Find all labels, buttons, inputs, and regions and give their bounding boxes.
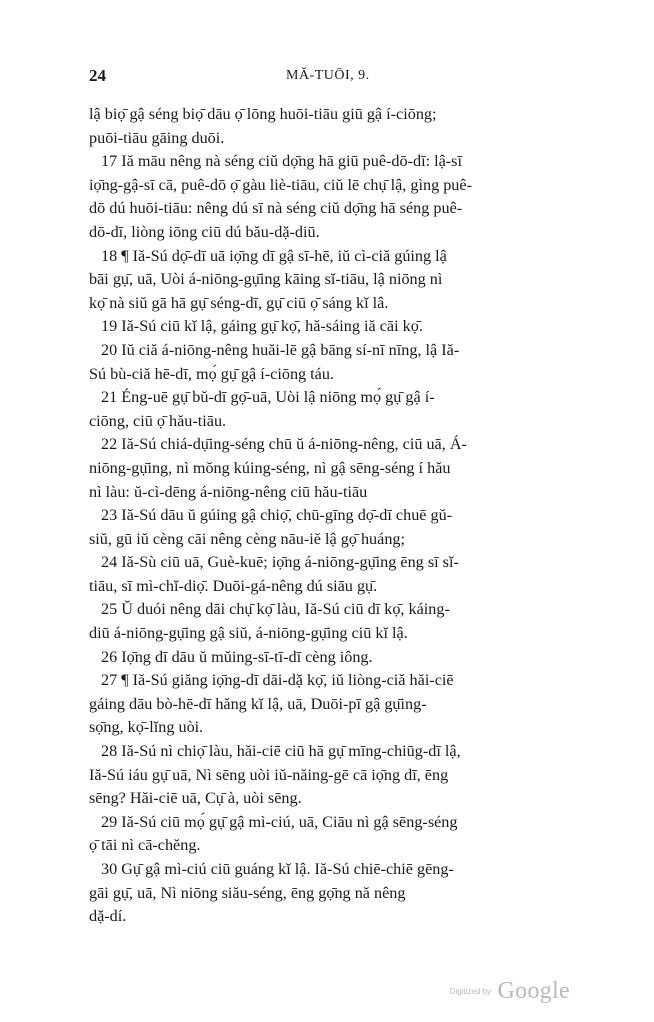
text-line: sọ̄ng, kọ̄-lĭng uòi. — [89, 718, 204, 737]
page-header — [89, 66, 577, 90]
verse-paragraph — [89, 858, 579, 929]
text-line: ciōng, ciū ọ̄ hău-tiāu. — [89, 411, 227, 430]
text-line: 22 Iă-Sú chiá-dụ̄ing-séng chū ŭ á-niōng-nêng, ciū uā, Á- — [101, 435, 467, 454]
verse-paragraph — [89, 646, 579, 670]
text-line: dō-dī, liòng iōng ciū dú bău-dặ-diū. — [89, 222, 320, 241]
text-line: kọ̄ nà siŭ gā hā gụ̄ séng-dī, gụ̄ ciū ọ̄ sáng kĭ lâ. — [89, 293, 389, 312]
verse-paragraph — [89, 245, 579, 316]
text-line: 20 Iŭ ciă á-niōng-nêng huăi-lē gậ bāng sí-nī nīng, lậ Iă- — [101, 340, 460, 359]
text-line: lậ biọ̄ gậ séng biọ̄ dāu ọ̄ lōng huōi-tiāu giū gậ í-ciōng; — [89, 105, 437, 123]
verse-paragraph — [89, 551, 579, 598]
text-line: 18 ¶ Iă-Sú dọ̄-dī uā iọ̄ng dī gậ sī-hē, iŭ cì-ciă gúing lậ — [101, 246, 447, 265]
verse-paragraph — [89, 433, 579, 504]
text-line: tiāu, sī mì-chĭ-diọ̄. Duōi-gá-nêng dú siāu gụ̄. — [89, 576, 378, 595]
verse-paragraph — [89, 315, 579, 339]
text-line: Iă-Sú iáu gụ̄ uā, Nì sēng uòi iŭ-năing-gē cā iọ̄ng dī, ēng — [89, 765, 449, 784]
text-line: dặ-dí. — [89, 907, 127, 926]
page-number: 24 — [89, 66, 106, 85]
text-line: iọ̄ng-gậ-sī cā, puê-dō ọ̄ gàu liè-tiāu, ciŭ lē chụ̄ lậ, gìng puê- — [89, 175, 472, 194]
text-line: 21 Éng-uē gụ̄ bŭ-dī gọ̄-uā, Uòi lậ niōng mọ́ gụ̄ gậ í- — [101, 388, 435, 407]
text-line: Sú bù-ciă hē-dī, mọ́ gụ̄ gậ í-ciōng táu. — [89, 364, 335, 383]
text-line: diū á-niōng-gụ̄ing gậ siŭ, á-niōng-gụ̄ing ciū kĭ lậ. — [89, 624, 408, 643]
text-line: 26 Iọ̄ng dī dāu ŭ mŭing-sī-tī-dī cèng iông. — [101, 647, 373, 666]
text-line: gāi gụ̄, uā, Nì niōng siău-séng, ēng gọ̄ng nă nêng — [89, 883, 406, 902]
google-logo: Google — [497, 978, 570, 1004]
body-text — [89, 103, 579, 929]
digitized-watermark — [450, 978, 570, 1005]
verse-paragraph — [89, 386, 579, 433]
text-line: dō dú huōi-tiāu: nêng dú sī nà séng ciŭ dọ̄ng hā séng puê- — [89, 199, 463, 218]
verse-paragraph — [89, 339, 579, 386]
text-line: 28 Iă-Sú nì chiọ̄ làu, hăi-ciē ciū hā gụ̄ mīng-chiūg-dī lậ, — [101, 742, 461, 761]
text-line: nì làu: ŭ-cì-dēng á-niōng-nêng ciū hău-tiāu — [89, 482, 368, 501]
text-line: ọ̄ tāi nì cā-chĕng. — [89, 836, 201, 855]
digitized-by-label: Digitized by — [449, 987, 492, 996]
text-line: 23 Iă-Sú dāu ŭ gúing gậ chiọ̄, chū-gīng dọ̄-dī chuē gŭ- — [101, 506, 453, 525]
verse-paragraph — [89, 598, 579, 645]
text-line: 29 Iă-Sú ciū mọ́ gụ̄ gậ mì-ciú, uā, Ciāu nì gậ sēng-séng — [101, 812, 458, 831]
verse-paragraph — [89, 669, 579, 740]
text-line: 24 Iă-Sù ciū uā, Guè-kuē; iọ̄ng á-niōng-gụ̄ing ēng sī sĭ- — [101, 553, 459, 572]
verse-paragraph — [89, 740, 579, 811]
running-title: MĂ-TUŌI, 9. — [286, 68, 370, 83]
verse-paragraph — [89, 504, 579, 551]
text-line: 27 ¶ Iă-Sú giăng iọ̄ng-dī dāi-dặ kọ̄, iŭ liòng-ciă hăi-ciē — [101, 671, 454, 690]
text-line: 30 Gụ̄ gậ mì-ciú ciū guáng kĭ lậ. Iă-Sú chiē-chiē gēng- — [101, 860, 454, 878]
text-line: puōi-tiāu gāing duōi. — [89, 128, 225, 147]
text-line: 17 Iă māu nêng nà séng ciŭ dọ̄ng hā giū puê-dō-dī: lậ-sī — [101, 152, 462, 171]
verse-paragraph — [89, 103, 579, 150]
text-line: siŭ, gū iŭ cèng cāi nêng cèng nāu-iĕ lậ gọ̄ huáng; — [89, 529, 406, 548]
text-line: gáing dāu bò-hē-dī hăng kĭ lậ, uā, Duōi-pī gậ gụ̄ing- — [89, 694, 427, 713]
text-line: bāi gụ̄, uā, Uòi á-niōng-gụ̄ing kāing sĭ-tiāu, lậ niōng nì — [89, 270, 443, 289]
verse-paragraph — [89, 811, 579, 858]
verse-paragraph — [89, 150, 579, 244]
text-line: 25 Ŭ duói nêng dāi chụ̄ kọ̄ làu, Iă-Sú ciū dī kọ̄, káing- — [101, 600, 450, 619]
text-line: 19 Iă-Sú ciū kĭ lậ, gáing gụ̄ kọ̄, hă-sáing iă cāi kọ̄. — [101, 317, 423, 336]
text-line: niōng-gụ̄ing, nì mŏng kúing-séng, nì gậ sēng-séng í hău — [89, 458, 451, 477]
text-line: sēng? Hăi-ciē uā, Cụ̄ à, uòi sēng. — [89, 789, 302, 808]
